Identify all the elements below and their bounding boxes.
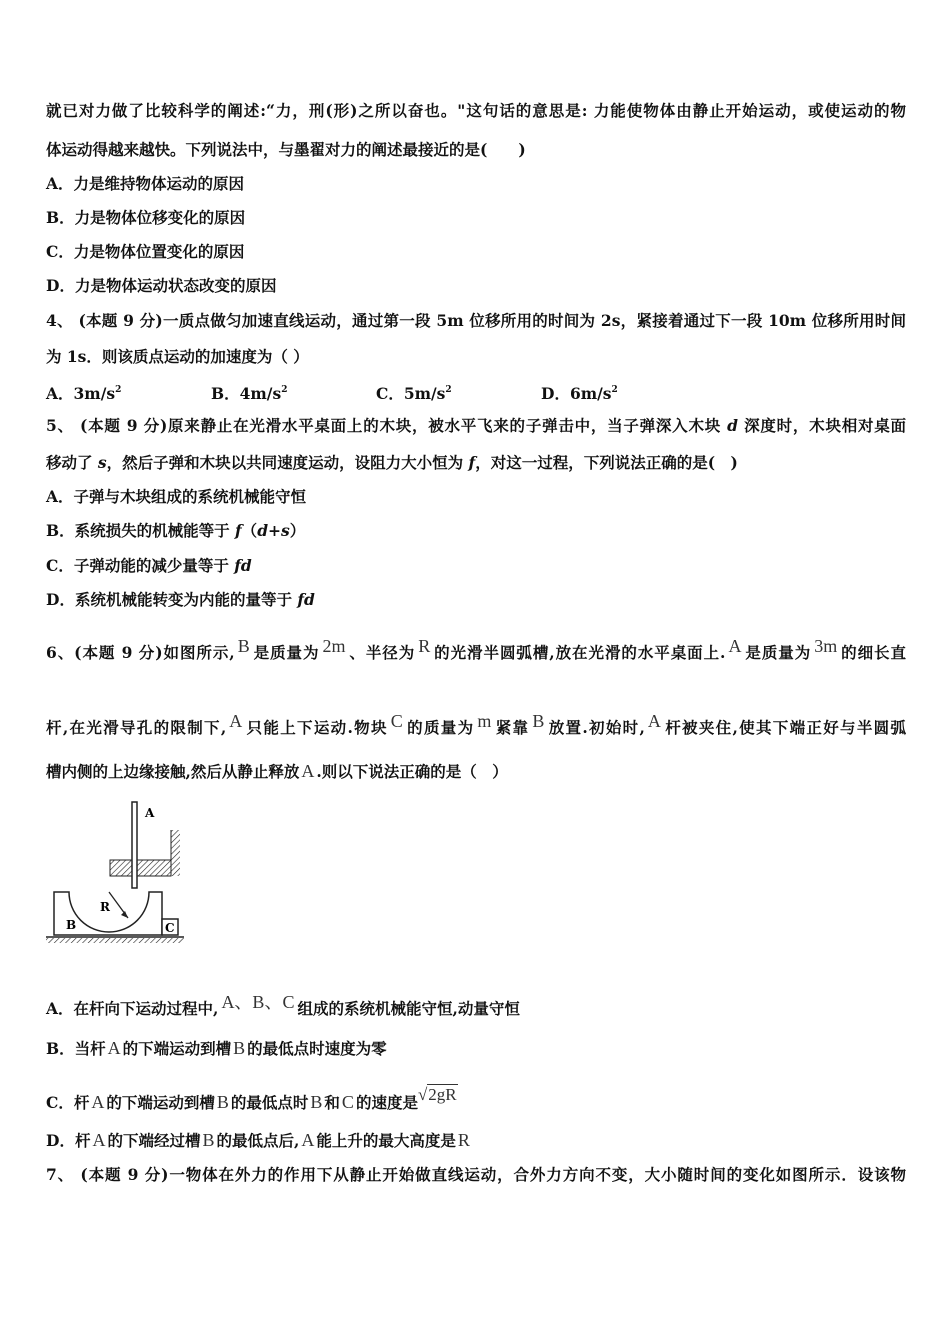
wall-support bbox=[171, 830, 180, 876]
q6-line-2: 杆,在光滑导孔的限制下, A 只能上下运动.物块 C 的质量为 m 紧靠 B 放置.初始时, A 杆被夹住,使其下端正好与半圆弧 bbox=[46, 711, 906, 737]
q6-figure bbox=[44, 800, 194, 950]
q7-line-1: 7、 (本题 9 分)一物体在外力的作用下从静止开始做直线运动，合外力方向不变，大小随时间的变化如图所示．设该物 bbox=[46, 1165, 906, 1184]
q4-option-c: C．$5m/s^2$ bbox=[376, 384, 452, 403]
q6-option-d: D．杆 A 的下端经过槽 B 的最低点后, A 能上升的最大高度是 R bbox=[46, 1130, 470, 1150]
q5-option-b: B．系统损失的机械能等于 f（d+s） bbox=[46, 521, 306, 540]
q4-line-2: 为 1s．则该质点运动的加速度为（ ） bbox=[46, 347, 309, 366]
q6-option-b: B．当杆 A 的下端运动到槽 B 的最低点时速度为零 bbox=[46, 1038, 387, 1058]
q5-option-d: D．系统机械能转变为内能的量等于 fd bbox=[46, 590, 315, 609]
q5-line-2: 移动了 s，然后子弹和木块以共同速度运动，设阻力大小恒为 f，对这一过程，下列说法正确的是( ) bbox=[46, 453, 738, 472]
intro-option-d: D．力是物体运动状态改变的原因 bbox=[46, 276, 277, 295]
q5-option-a: A．子弹与木块组成的系统机械能守恒 bbox=[46, 487, 307, 506]
label-r: R bbox=[100, 900, 110, 914]
label-a: A bbox=[145, 806, 155, 820]
sqrt-expression: √2gR bbox=[417, 1085, 457, 1104]
intro-line-2: 体运动得越来越快。下列说法中，与墨翟对力的阐述最接近的是( ) bbox=[46, 140, 526, 159]
q5-option-c: C．子弹动能的减少量等于 fd bbox=[46, 556, 252, 575]
label-c: C bbox=[165, 921, 175, 935]
intro-option-b: B．力是物体位移变化的原因 bbox=[46, 208, 246, 227]
q6-option-a: A．在杆向下运动过程中, A、B、C 组成的系统机械能守恒,动量守恒 bbox=[46, 992, 520, 1018]
q4-option-b: B．$4m/s^2$ bbox=[211, 384, 288, 403]
intro-line-1: 就已对力做了比较科学的阐述:“力，刑(形)之所以奋也。"这句话的意思是: 力能使物体由静止开始运动，或使运动的物 bbox=[46, 101, 906, 120]
q6-line-1: 6、(本题 9 分)如图所示, B 是质量为 2m 、半径为 R 的光滑半圆弧槽,放在光滑的水平桌面上. A 是质量为 3m 的细长直 bbox=[46, 636, 906, 662]
intro-option-a: A．力是维持物体运动的原因 bbox=[46, 174, 245, 193]
intro-option-c: C．力是物体位置变化的原因 bbox=[46, 242, 245, 261]
q6-line-3: 槽内侧的上边缘接触,然后从静止释放 A .则以下说法正确的是（ ） bbox=[46, 761, 508, 781]
q6-option-c: C．杆 A 的下端运动到槽 B 的最低点时 B 和 C 的速度是√2gR bbox=[46, 1085, 457, 1112]
q4-option-d: D．$6m/s^2$ bbox=[541, 384, 618, 403]
q4-option-a: A．$3m/s^2$ bbox=[46, 384, 122, 403]
q4-line-1: 4、 (本题 9 分)一质点做匀加速直线运动，通过第一段 5m 位移所用的时间为 2s，紧接着通过下一段 10m 位移所用时间 bbox=[46, 311, 906, 330]
q5-line-1: 5、 (本题 9 分)原来静止在光滑水平桌面上的木块，被水平飞来的子弹击中，当子弹深入木块 d 深度时，木块相对桌面 bbox=[46, 416, 906, 435]
label-b: B bbox=[66, 918, 77, 932]
guide-right bbox=[137, 860, 171, 876]
guide-left bbox=[110, 860, 132, 876]
rod-a bbox=[132, 802, 137, 888]
